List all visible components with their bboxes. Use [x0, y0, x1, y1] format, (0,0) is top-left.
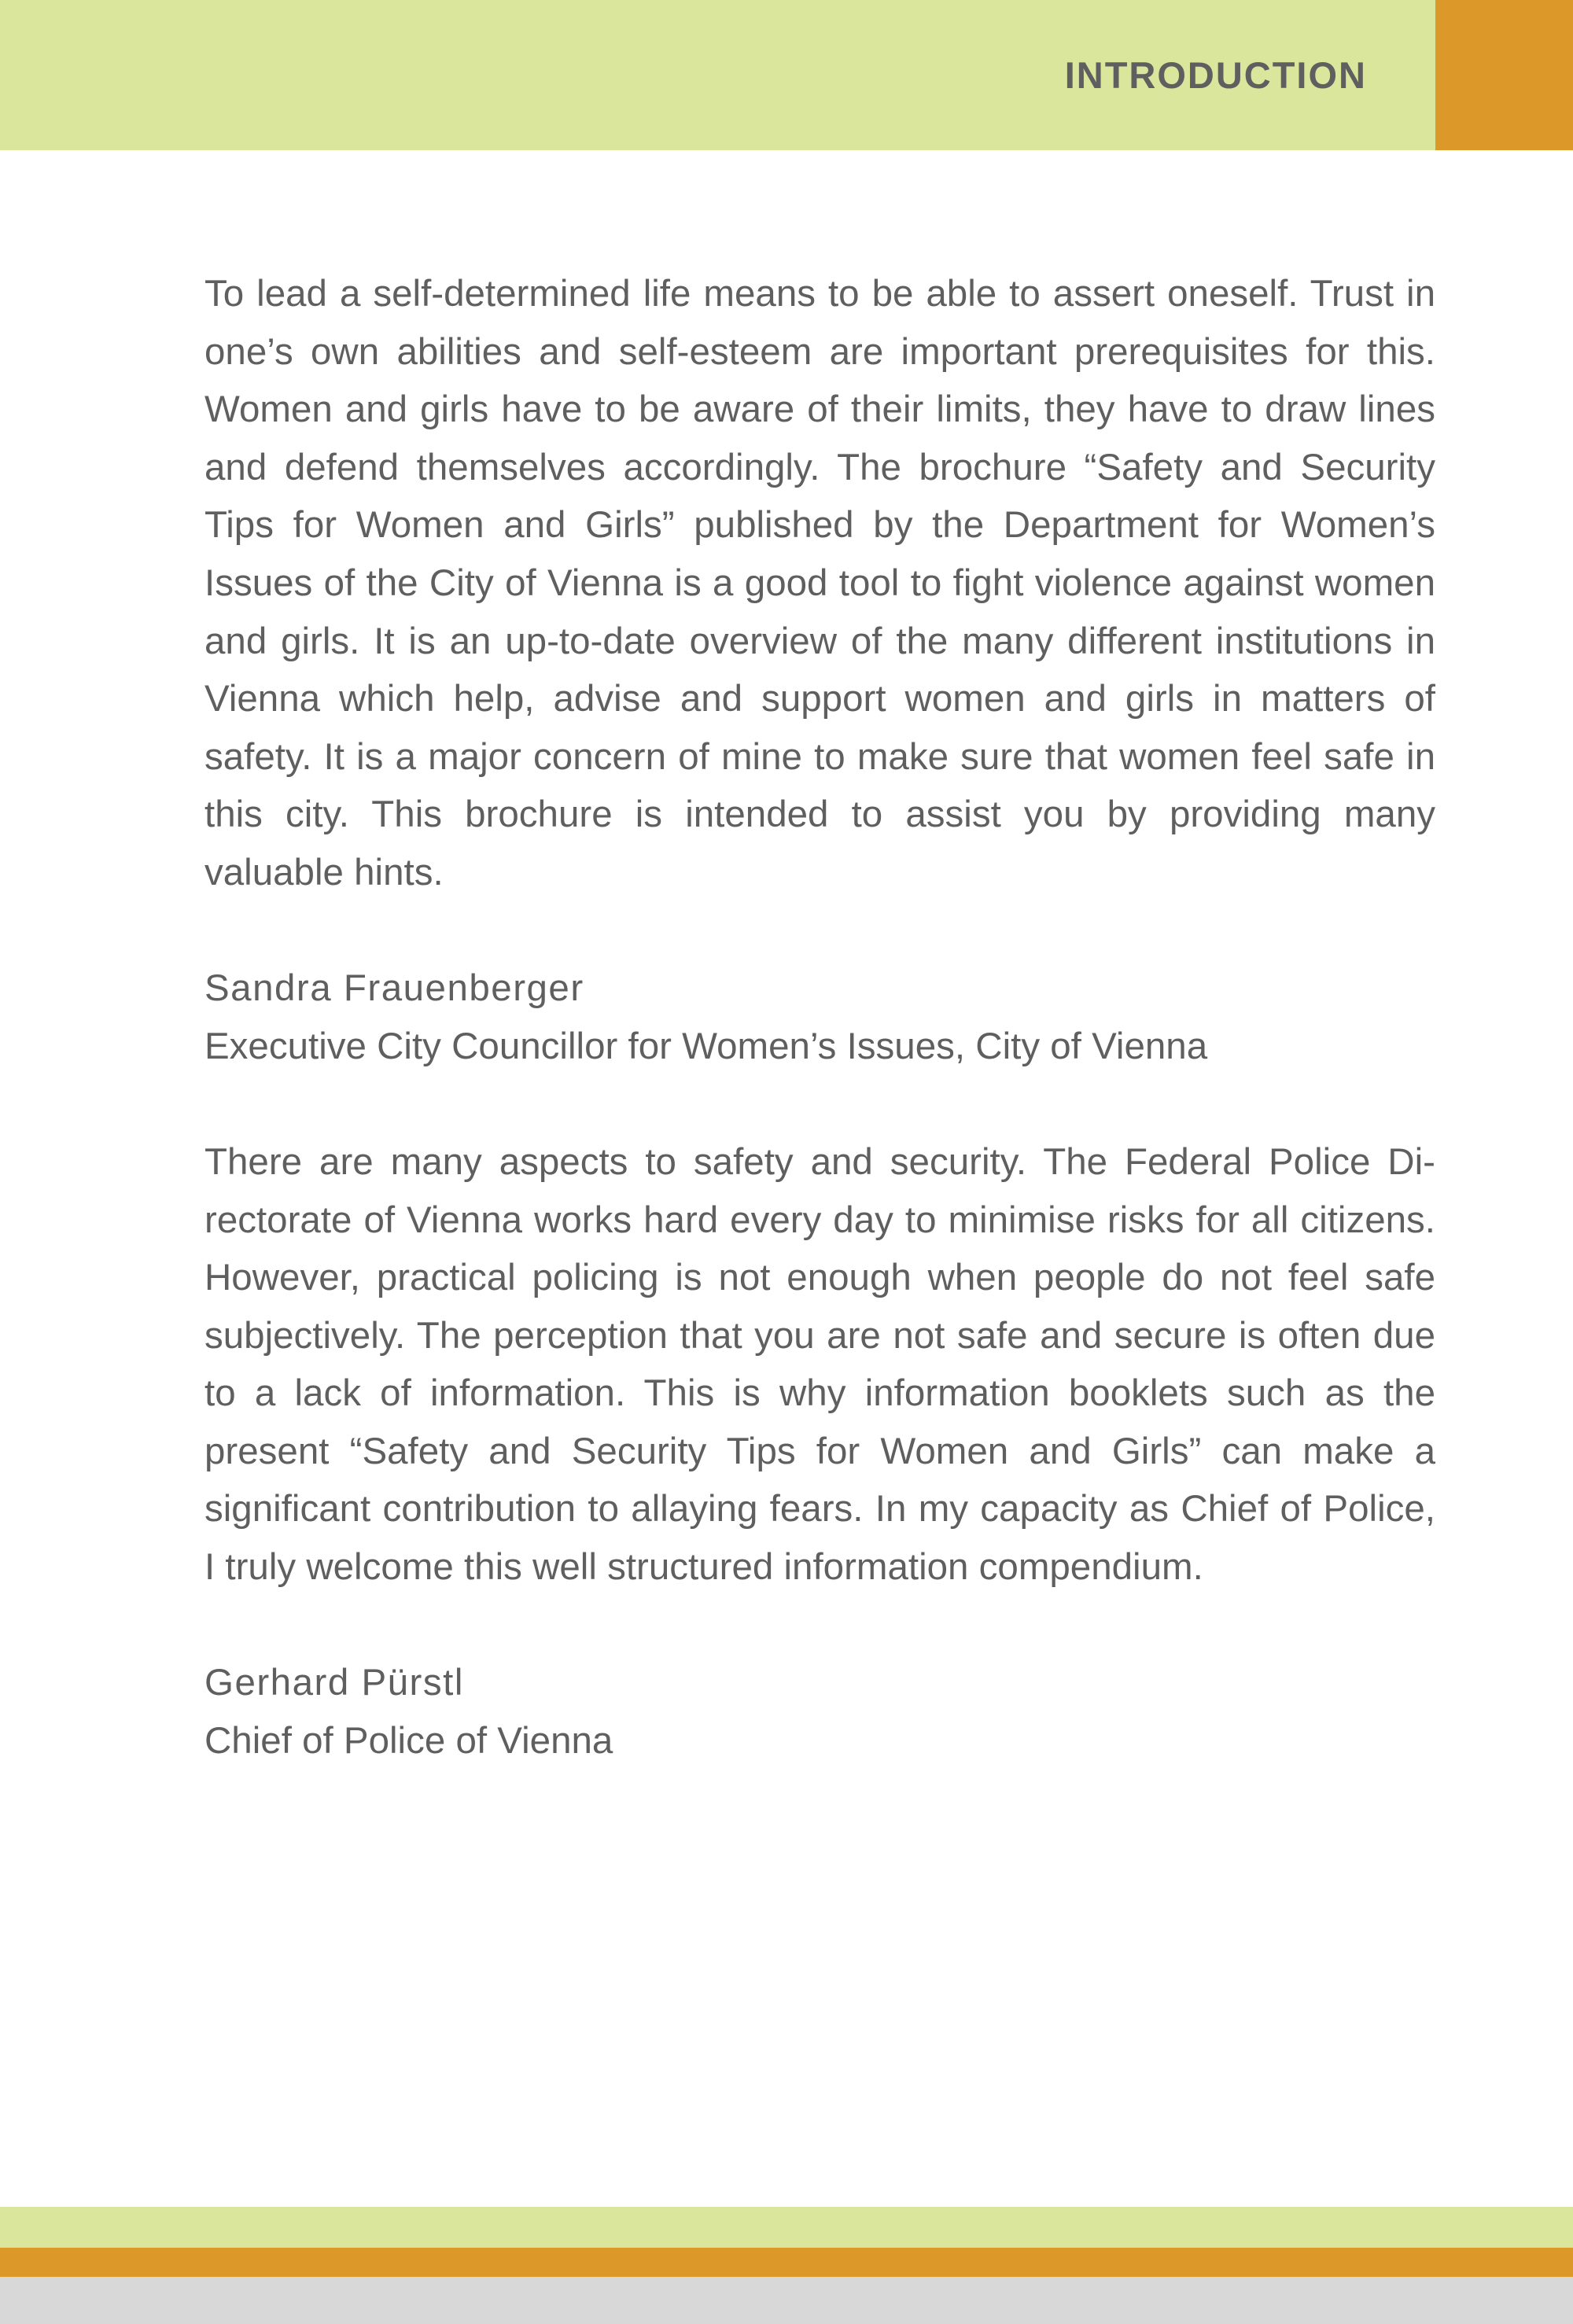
- signature-block-2: [204, 1654, 1435, 1770]
- page-content: [204, 265, 1435, 1828]
- intro-paragraph-2: There are many aspects to safety and security. The Federal Police Directorate of Vienna works hard every day to minimise risks for all citizens. However, practical policing is not enough when people do not feel safe subjectively. The perception that you are not safe and secure is often due to a lack of information. This is why information booklets such as the present “Safety and Security Tips for Women and Girls” can make a significant contribution to allaying fears. In my capacity as Chief of Police, I truly welcome this well structured information compendium.: [204, 1140, 1435, 1589]
- signature-block-1: [204, 959, 1435, 1075]
- signature-name: Sandra Frauenberger: [204, 967, 584, 1010]
- footer-band-grey: [0, 2277, 1573, 2324]
- intro-paragraph-1: To lead a self-determined life means to be able to assert oneself. Trust in one’s own abilities and self-esteem are important prerequisites for this. Women and girls have to be aware of their limits, they have to draw lines and defend themselves accordingly. The brochure “Safety and Security Tips for Women and Girls” published by the Department for Women’s Issues of the City of Vienna is a good tool to fight violence against women and girls. It is an up-to-date overview of the many different institutions in Vienna which help, advise and support women and girls in matters of safety. It is a major concern of mine to make sure that women feel safe in this city. This brochure is intended to assist you by providing many valuable hints.: [204, 273, 1435, 893]
- signature-title: Executive City Councillor for Women’s Issues, City of Vienna: [204, 1025, 1208, 1067]
- footer-band-orange: [0, 2248, 1573, 2277]
- footer-band-green: [0, 2207, 1573, 2248]
- section-title: INTRODUCTION: [1064, 54, 1367, 96]
- signature-name: Gerhard Pürstl: [204, 1662, 464, 1704]
- signature-title: Chief of Police of Vienna: [204, 1719, 613, 1762]
- header-accent-block: [1435, 0, 1573, 150]
